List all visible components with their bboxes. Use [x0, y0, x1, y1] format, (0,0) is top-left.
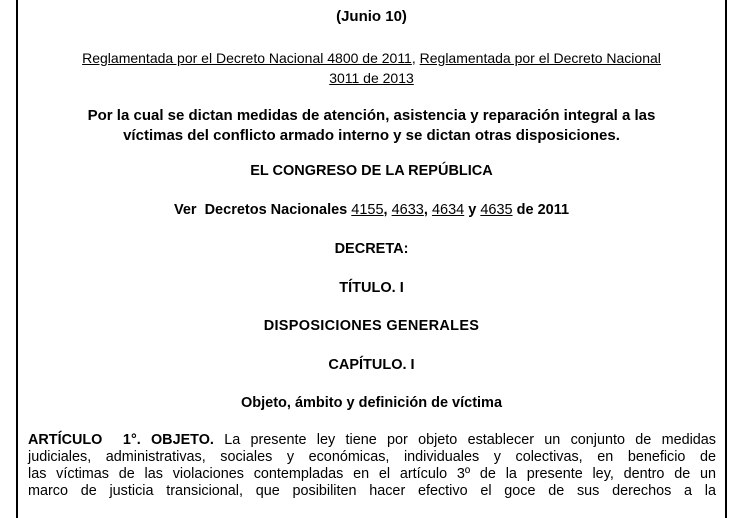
law-title-line-2: víctimas del conflicto armado interno y se dictan otras disposiciones.: [123, 127, 620, 144]
section-heading: Objeto, ámbito y definición de víctima: [240, 395, 503, 411]
see-decrees: [18, 202, 725, 218]
see-decrees-sep: ,: [423, 202, 432, 218]
see-decrees-and: y: [464, 202, 481, 218]
see-decrees-suffix: de 2011: [512, 202, 570, 218]
law-title-line-1: Por la cual se dictan medidas de atención, asistencia y reparación integral a las: [87, 107, 656, 124]
decree-link-4155[interactable]: 4155: [351, 202, 384, 218]
capitulo-heading: CAPÍTULO. I: [328, 357, 415, 373]
regulation-separator: ,: [411, 50, 420, 66]
document-page: [16, 0, 727, 518]
see-decrees-prefix: Ver Decretos Nacionales: [173, 202, 352, 218]
decree-link-4635[interactable]: 4635: [480, 202, 513, 218]
article-line-2: judiciales, administrativas, sociales y económicas, individuales y colectivas, en beneficio de: [28, 449, 716, 465]
decree-link-4634[interactable]: 4634: [431, 202, 465, 218]
congress-heading: EL CONGRESO DE LA REPÚBLICA: [250, 163, 493, 179]
decreta-heading: DECRETA:: [334, 241, 409, 257]
regulation-link-3011-part1[interactable]: Reglamentada por el Decreto Nacional: [419, 50, 661, 66]
article-text: La presente ley tiene por objeto establecer un conjunto de medidas: [213, 432, 716, 448]
regulation-note: [18, 48, 725, 88]
law-title: [18, 106, 725, 146]
article-1: [28, 432, 716, 500]
law-date: (Junio 10): [336, 8, 407, 25]
decree-link-4633[interactable]: 4633: [391, 202, 424, 218]
article-line-4: marco de justicia transicional, que posibiliten hacer efectivo el goce de sus derechos a la: [28, 483, 716, 499]
see-decrees-sep: ,: [383, 202, 392, 218]
article-line-1: [28, 432, 716, 449]
regulation-link-4800[interactable]: Reglamentada por el Decreto Nacional 4800 de 2011: [82, 50, 412, 66]
disposiciones-heading: DISPOSICIONES GENERALES: [263, 318, 480, 334]
article-lead: ARTÍCULO 1°. OBJETO.: [28, 432, 214, 448]
regulation-link-3011-part2[interactable]: 3011 de 2013: [329, 70, 414, 86]
article-line-3: las víctimas de las violaciones contempladas en el artículo 3º de la presente ley, dentro de un: [28, 466, 716, 482]
titulo-heading: TÍTULO. I: [339, 280, 404, 296]
